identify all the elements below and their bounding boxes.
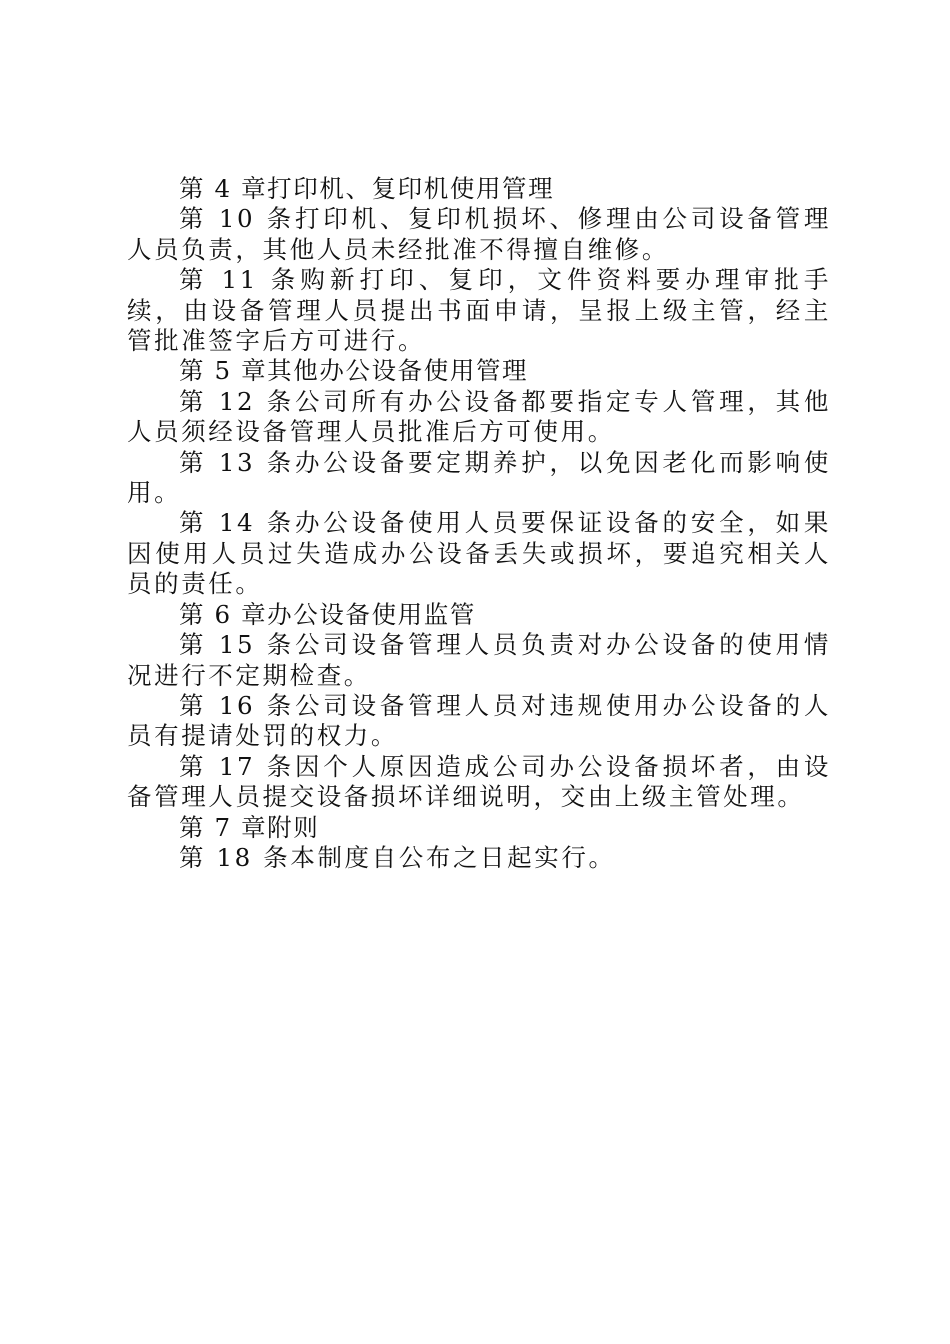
chapter-heading: 第 4 章打印机、复印机使用管理 xyxy=(179,174,555,203)
chapter-heading: 第 5 章其他办公设备使用管理 xyxy=(179,356,529,386)
article-paragraph: 第 15 条公司设备管理人员负责对办公设备的使用情况进行不定期检查。 xyxy=(127,630,831,690)
article-paragraph: 第 14 条办公设备使用人员要保证设备的安全，如果因使用人员过失造成办公设备丢失或损坏，要追究相关人员的责任。 xyxy=(127,508,831,599)
chapter-heading: 第 6 章办公设备使用监管 xyxy=(179,599,476,629)
article-paragraph: 第 18 条本制度自公布之日起实行。 xyxy=(179,842,616,872)
article-paragraph: 第 17 条因个人原因造成公司办公设备损坏者，由设备管理人员提交设备损坏详细说明，交由上级主管处理。 xyxy=(127,751,831,812)
chapter-heading: 第 7 章附则 xyxy=(179,812,320,842)
article-paragraph: 第 10 条打印机、复印机损坏、修理由公司设备管理人员负责，其他人员未经批准不得擅自维修。 xyxy=(127,204,831,264)
document-body xyxy=(127,174,831,873)
article-paragraph: 第 11 条购新打印、复印，文件资料要办理审批手续，由设备管理人员提出书面申请，呈报上级主管，经主管批准签字后方可进行。 xyxy=(127,265,831,356)
article-paragraph: 第 16 条公司设备管理人员对违规使用办公设备的人员有提请处罚的权力。 xyxy=(127,690,831,751)
article-paragraph: 第 13 条办公设备要定期养护，以免因老化而影响使用。 xyxy=(127,447,831,508)
article-paragraph: 第 12 条公司所有办公设备都要指定专人管理，其他人员须经设备管理人员批准后方可使用。 xyxy=(127,386,831,447)
